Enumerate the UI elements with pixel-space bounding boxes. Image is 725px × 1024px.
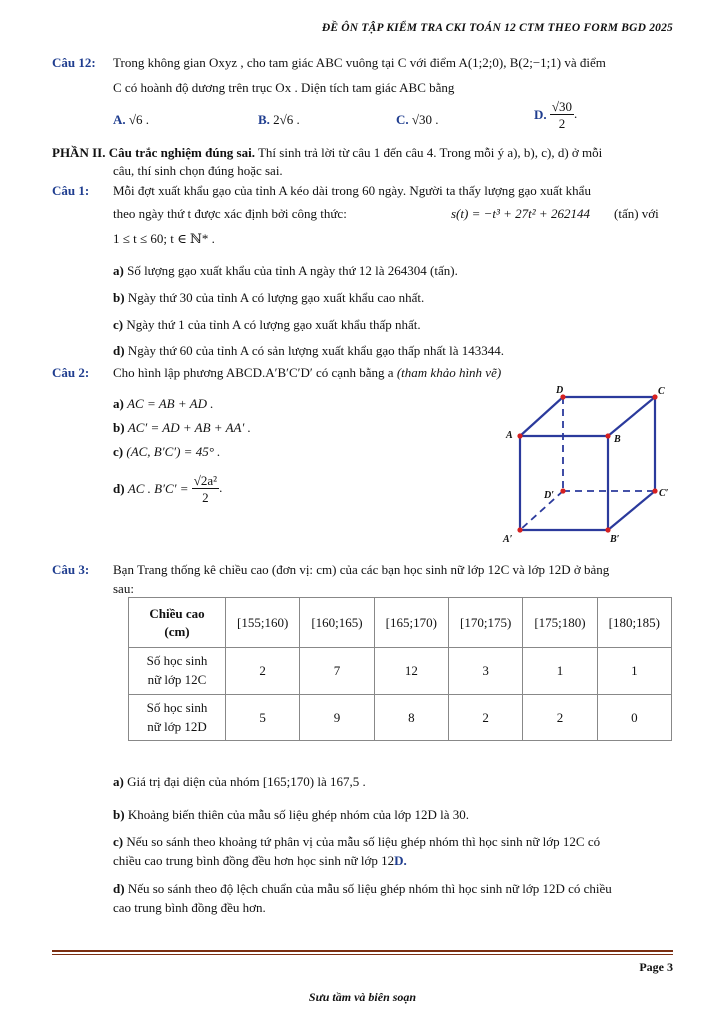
item-key: b) xyxy=(113,290,125,305)
item-key: d) xyxy=(113,343,125,358)
q12-line2: C có hoành độ dương trên trục Ox . Diện tích tam giác ABC bằng xyxy=(113,80,455,95)
vertex-a xyxy=(517,433,522,438)
numerator: √2a² xyxy=(193,473,218,488)
vertex-a1 xyxy=(517,527,522,532)
row-label xyxy=(129,695,226,741)
q2-label: Câu 2: xyxy=(52,365,90,380)
part2-line1: Thí sinh trả lời từ câu 1 đến câu 4. Trong mỗi ý a), b), c), d) ở mỗi xyxy=(254,145,603,160)
item-key: d) xyxy=(113,481,125,496)
table-cell: 12 xyxy=(374,648,448,695)
label-a1: A′ xyxy=(503,534,513,545)
item-text: Ngày thứ 30 của tỉnh A có lượng gạo xuất khẩu cao nhất. xyxy=(127,290,425,305)
table-cell: 5 xyxy=(226,695,300,741)
item-key: a) xyxy=(113,396,124,411)
cube-edge-d1a1 xyxy=(520,491,563,530)
item-key: c) xyxy=(113,834,124,849)
item-key: c) xyxy=(113,317,124,332)
q1-item-c xyxy=(113,317,421,333)
item-text: AC′ = AD + AB + AA′ . xyxy=(127,420,251,435)
option-text: √30 . xyxy=(411,112,439,127)
table-cell: 2 xyxy=(226,648,300,695)
part2-title: PHẦN II. Câu trắc nghiệm đúng sai. xyxy=(52,145,255,160)
item-text-tail: D. xyxy=(394,853,407,868)
q3-item-a xyxy=(113,774,366,790)
q12-option-d[interactable]: D. $\frac{√30}{2}$ . xyxy=(534,99,578,131)
item-text: AC = AB + AD . xyxy=(127,396,214,411)
q2-line1 xyxy=(113,365,501,381)
table-cell: 1 xyxy=(523,648,597,695)
q12-option-c[interactable] xyxy=(396,112,439,128)
row-label xyxy=(129,648,226,695)
option-key: B. xyxy=(258,112,270,127)
label-c1: C′ xyxy=(659,488,669,499)
column-header: [170;175) xyxy=(448,598,522,648)
page-number: Page 3 xyxy=(639,960,673,974)
q1-line2b: (tấn) với xyxy=(614,206,659,221)
item-key: c) xyxy=(113,444,124,459)
cube-vertices xyxy=(517,394,657,532)
q1-line2a: theo ngày thứ t được xác định bởi công thức: xyxy=(113,206,347,221)
q2-hint: (tham khảo hình vẽ) xyxy=(396,365,502,380)
column-header: [155;160) xyxy=(226,598,300,648)
item-text: Nếu so sánh theo độ lệch chuẩn của mẫu số liệu ghép nhóm thì học sinh nữ lớp 12D có chiều xyxy=(127,881,612,896)
column-header: [165;170) xyxy=(374,598,448,648)
vertex-b xyxy=(605,433,610,438)
vertex-c xyxy=(652,394,657,399)
table-header-label xyxy=(129,598,226,648)
fraction xyxy=(550,100,574,130)
table-cell: 8 xyxy=(374,695,448,741)
q2-item-c xyxy=(113,444,220,460)
label-d1: D′ xyxy=(544,490,555,501)
column-header: [175;180) xyxy=(523,598,597,648)
option-text: √6 . xyxy=(128,112,150,127)
table-cell: 3 xyxy=(448,648,522,695)
q1-item-d xyxy=(113,343,504,359)
row-label-line2: nữ lớp 12D xyxy=(147,718,207,734)
vertex-d1 xyxy=(560,488,565,493)
item-text: Số lượng gạo xuất khẩu của tỉnh A ngày thứ 12 là 264304 (tấn). xyxy=(127,263,458,278)
q12-label: Câu 12: xyxy=(52,55,96,70)
q12-line1: Trong không gian Oxyz , cho tam giác ABC vuông tại C với điểm A(1;2;0), B(2;−1;1) và điểm xyxy=(113,55,606,70)
header-label-line1: Chiều cao xyxy=(149,605,205,621)
item-text: Khoảng biến thiên của mẫu số liệu ghép nhóm của lớp 12D là 30. xyxy=(127,807,469,822)
part2-intro xyxy=(52,145,602,161)
item-text: Ngày thứ 60 của tỉnh A có sản lượng xuất khẩu gạo thấp nhất là 143344. xyxy=(127,343,505,358)
row-label-line1: Số học sinh xyxy=(146,699,208,715)
item-text-cont: chiều cao trung bình đồng đều hơn học sinh nữ lớp 12 xyxy=(113,853,395,868)
q1-item-a xyxy=(113,263,458,279)
table-cell: 1 xyxy=(597,648,671,695)
table-cell: 2 xyxy=(523,695,597,741)
table-row xyxy=(129,648,672,695)
option-text: 2√6 . xyxy=(273,112,300,127)
denominator: 2 xyxy=(202,490,209,505)
item-text: AC . B′C′ = xyxy=(127,481,189,496)
fraction xyxy=(192,474,219,504)
table-header-row xyxy=(129,598,672,648)
item-key: a) xyxy=(113,263,124,278)
q1-label: Câu 1: xyxy=(52,183,90,198)
row-label-line1: Số học sinh xyxy=(146,653,208,669)
footer-rule xyxy=(52,950,673,952)
column-header: [160;165) xyxy=(300,598,374,648)
table-row xyxy=(129,695,672,741)
q3-line1: Bạn Trang thống kê chiều cao (đơn vị: cm) của các bạn học sinh nữ lớp 12C và lớp 12D ở bảng xyxy=(113,562,610,577)
label-b: B xyxy=(614,434,621,445)
q1-line3: 1 ≤ t ≤ 60; t ∈ ℕ* . xyxy=(113,231,215,246)
q3-item-b xyxy=(113,807,469,823)
item-text: Nếu so sánh theo khoảng tứ phân vị của mẫu số liệu ghép nhóm thì học sinh nữ lớp 12C có xyxy=(126,834,601,849)
label-b1: B′ xyxy=(610,534,620,545)
label-a: A xyxy=(506,430,513,441)
q12-option-a[interactable] xyxy=(113,112,149,128)
page-header: ĐỀ ÔN TẬP KIỂM TRA CKI TOÁN 12 CTM THEO FORM BGD 2025 xyxy=(321,22,673,34)
part2-line2: câu, thí sinh chọn đúng hoặc sai. xyxy=(113,163,283,178)
q2-item-d: d) AC . B′C′ = $\frac{\text{√2a²}}{2}$ . xyxy=(113,473,223,505)
q1-item-b xyxy=(113,290,424,306)
q3-line2: sau: xyxy=(113,581,134,596)
table-cell: 9 xyxy=(300,695,374,741)
q2-statement: Cho hình lập phương ABCD.A′B′C′D′ có cạnh bằng a xyxy=(113,365,394,380)
q2-item-b xyxy=(113,420,251,436)
item-text: Ngày thứ 1 của tỉnh A có lượng gạo xuất khẩu thấp nhất. xyxy=(126,317,421,332)
label-c: C xyxy=(658,386,665,397)
height-table xyxy=(128,597,672,741)
q12-option-b[interactable] xyxy=(258,112,300,128)
table-cell: 7 xyxy=(300,648,374,695)
row-label-line2: nữ lớp 12C xyxy=(147,672,207,687)
item-text: (AC, B′C′) = 45° . xyxy=(126,444,221,459)
q3-item-d-cont: cao trung bình đồng đều hơn. xyxy=(113,900,266,915)
denominator: 2 xyxy=(558,116,566,131)
option-key: C. xyxy=(396,112,409,127)
footer-credit: Sưu tầm và biên soạn xyxy=(308,990,417,1004)
q1-line1: Mỗi đợt xuất khẩu gạo của tỉnh A kéo dài trong 60 ngày. Người ta thấy lượng gạo xuất khẩu xyxy=(113,183,591,198)
item-key: b) xyxy=(113,807,125,822)
footer-rule-thin xyxy=(52,954,673,955)
q3-item-d xyxy=(113,881,612,897)
table-cell: 2 xyxy=(448,695,522,741)
cube-figure xyxy=(500,380,680,545)
cube-solid-edges xyxy=(520,397,655,530)
option-key: D. xyxy=(534,107,547,122)
q1-formula: s(t) = −t³ + 27t² + 262144 xyxy=(451,206,590,221)
item-text: Giá trị đại diện của nhóm [165;170) là 167,5 . xyxy=(127,774,366,789)
header-label-line2: (cm) xyxy=(164,623,190,639)
numerator: √30 xyxy=(551,99,573,114)
vertex-c1 xyxy=(652,488,657,493)
column-header: [180;185) xyxy=(597,598,671,648)
table-cell: 0 xyxy=(597,695,671,741)
q2-item-a xyxy=(113,396,214,412)
vertex-b1 xyxy=(605,527,610,532)
q3-item-c xyxy=(113,834,600,850)
item-key: d) xyxy=(113,881,125,896)
option-key: A. xyxy=(113,112,126,127)
q3-label: Câu 3: xyxy=(52,562,90,577)
item-key: b) xyxy=(113,420,125,435)
label-d: D xyxy=(556,385,564,396)
q3-item-c-cont xyxy=(113,853,407,869)
item-key: a) xyxy=(113,774,124,789)
cube-outline xyxy=(520,397,655,530)
